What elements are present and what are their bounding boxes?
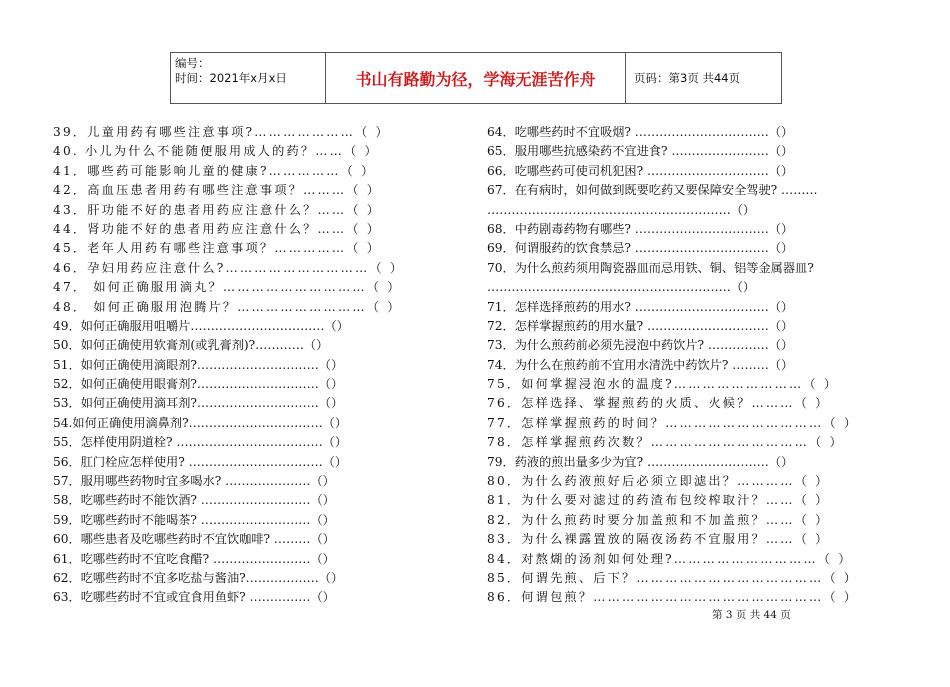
question-item: 39．儿童用药有哪些注意事项?…………………（ ） bbox=[53, 125, 390, 139]
question-item: 57．服用哪些药物时宜多喝水? …………………（） bbox=[53, 474, 335, 489]
question-item: 53．如何正确使用滴耳剂?…………………………（） bbox=[53, 396, 344, 411]
question-item: 83．为什么裸露置放的隔夜汤药不宜服用？……（ ） bbox=[487, 532, 830, 547]
question-item: 62．吃哪些药时不宜多吃盐与酱油?………………（） bbox=[53, 570, 344, 585]
question-item: 56．肛门栓应怎样使用? ……………………………（） bbox=[53, 454, 348, 469]
question-item: 44．肾功能不好的患者用药应注意什么？……（ ） bbox=[53, 221, 382, 236]
question-item: 84．对熬煳的汤剂如何处理?…………………………（ ） bbox=[487, 551, 853, 566]
question-item: 49．如何正确服用咀嚼片……………………………（） bbox=[53, 318, 349, 333]
question-item: 74．为什么在煎药前不宜用水清洗中药饮片? ………（） bbox=[487, 357, 794, 372]
question-item: 64．吃哪些药时不宜吸烟? ……………………………（） bbox=[487, 125, 794, 139]
question-item: 46．孕妇用药应注意什么?…………………………（ ） bbox=[53, 260, 405, 275]
question-item: 70．为什么煎药须用陶瓷器皿而忌用铁、铜、铝等金属器皿? bbox=[487, 260, 814, 275]
question-item: 50．如何正确使用软膏剂(或乳膏剂)?…………（） bbox=[53, 338, 329, 353]
question-item: 67．在有病时，如何做到既要吃药又要保障安全驾驶? ……… bbox=[487, 183, 818, 198]
question-item: 77．怎样掌握煎药的时间？……………………………（ ） bbox=[487, 415, 859, 430]
question-item: 40. 小儿为什么不能随便服用成人的药？……（ ） bbox=[53, 144, 379, 159]
document-header bbox=[170, 52, 782, 104]
question-item: 81．为什么要对滤过的药渣布包绞榨取汁？……（ ） bbox=[487, 493, 830, 508]
right-question-list bbox=[487, 123, 897, 608]
question-item: 48． 如何正确服用泡腾片？………………………（ ） bbox=[53, 299, 402, 314]
question-item: 69．何谓服药的饮食禁忌? ……………………………（） bbox=[487, 241, 794, 256]
question-item: 41．哪些药可能影响儿童的健康?……………（ ） bbox=[53, 163, 376, 178]
question-item: 76．怎样选择、掌握煎药的火质、火候？………（ ） bbox=[487, 396, 830, 411]
question-item: 73．为什么煎药前必须先浸泡中药饮片? ……………（） bbox=[487, 338, 794, 353]
question-item: 52．如何正确使用眼膏剂?…………………………（） bbox=[53, 377, 344, 392]
header-page-info: 页码：第3页 共44页 bbox=[634, 71, 741, 85]
question-item: 78．怎样掌握煎药次数？……………………………（ ） bbox=[487, 435, 844, 450]
question-item: 86．何谓包煎？…………………………………………（ ） bbox=[487, 590, 859, 605]
question-item: 82．为什么煎药时要分加盖煎和不加盖煎？……（ ） bbox=[487, 512, 830, 527]
question-item: 72．怎样掌握煎药的用水量? …………………………（） bbox=[487, 318, 794, 333]
question-continuation: ……………………………………………………（） bbox=[487, 280, 756, 295]
question-item: 71．怎样选择煎药的用水? ……………………………（） bbox=[487, 299, 794, 314]
number-label: 编号： bbox=[175, 56, 210, 70]
question-item: 79．药液的煎出量多少为宜? …………………………（） bbox=[487, 454, 794, 469]
question-item: 60．哪些患者及吃哪些药时不宜饮咖啡? ………（） bbox=[53, 532, 335, 547]
question-item: 68．中药剧毒药物有哪些? ……………………………（） bbox=[487, 221, 794, 236]
question-item: 59．吃哪些药时不能喝茶? ………………………（） bbox=[53, 512, 335, 527]
question-item: 63．吃哪些药时不宜或宜食用鱼虾? ……………（） bbox=[53, 590, 335, 605]
left-question-list bbox=[53, 123, 463, 608]
question-continuation: ……………………………………………………（） bbox=[487, 202, 756, 217]
question-item: 85．何谓先煎、后下？…………………………………（ ） bbox=[487, 570, 859, 585]
question-item: 61．吃哪些药时不宜吃食醋? ……………………（） bbox=[53, 551, 335, 566]
question-item: 54.如何正确使用滴鼻剂?……………………………（） bbox=[53, 415, 348, 430]
header-motto: 书山有路勤为径，学海无涯苦作舟 bbox=[326, 53, 626, 103]
question-item: 58．吃哪些药时不能饮酒? ………………………（） bbox=[53, 493, 335, 508]
header-meta bbox=[171, 53, 326, 103]
question-item: 80．为什么药液煎好后必须立即滤出？…………（ ） bbox=[487, 474, 830, 489]
question-item: 66．吃哪些药可使司机犯困? …………………………（） bbox=[487, 163, 794, 178]
question-item: 65．服用哪些抗感染药不宜进食? ……………………（） bbox=[487, 144, 794, 159]
question-item: 75．如何掌握浸泡水的温度?………………………（ ） bbox=[487, 377, 839, 392]
question-item: 42．高血压患者用药有哪些注意事项？………（ ） bbox=[53, 183, 382, 198]
question-item: 47． 如何正确服用滴丸？…………………………（ ） bbox=[53, 280, 402, 295]
time-line: 时间：2021年x月x日 bbox=[175, 71, 287, 85]
question-item: 51．如何正确使用滴眼剂?…………………………（） bbox=[53, 357, 344, 372]
question-item: 55．怎样使用阴道栓? ………………………………（） bbox=[53, 435, 348, 450]
question-item: 43．肝功能不好的患者用药应注意什么？……（ ） bbox=[53, 202, 382, 217]
page-footer: 第 3 页 共 44 页 bbox=[712, 609, 791, 621]
question-item: 45．老年人用药有哪些注意事项？……………（ ） bbox=[53, 241, 382, 256]
